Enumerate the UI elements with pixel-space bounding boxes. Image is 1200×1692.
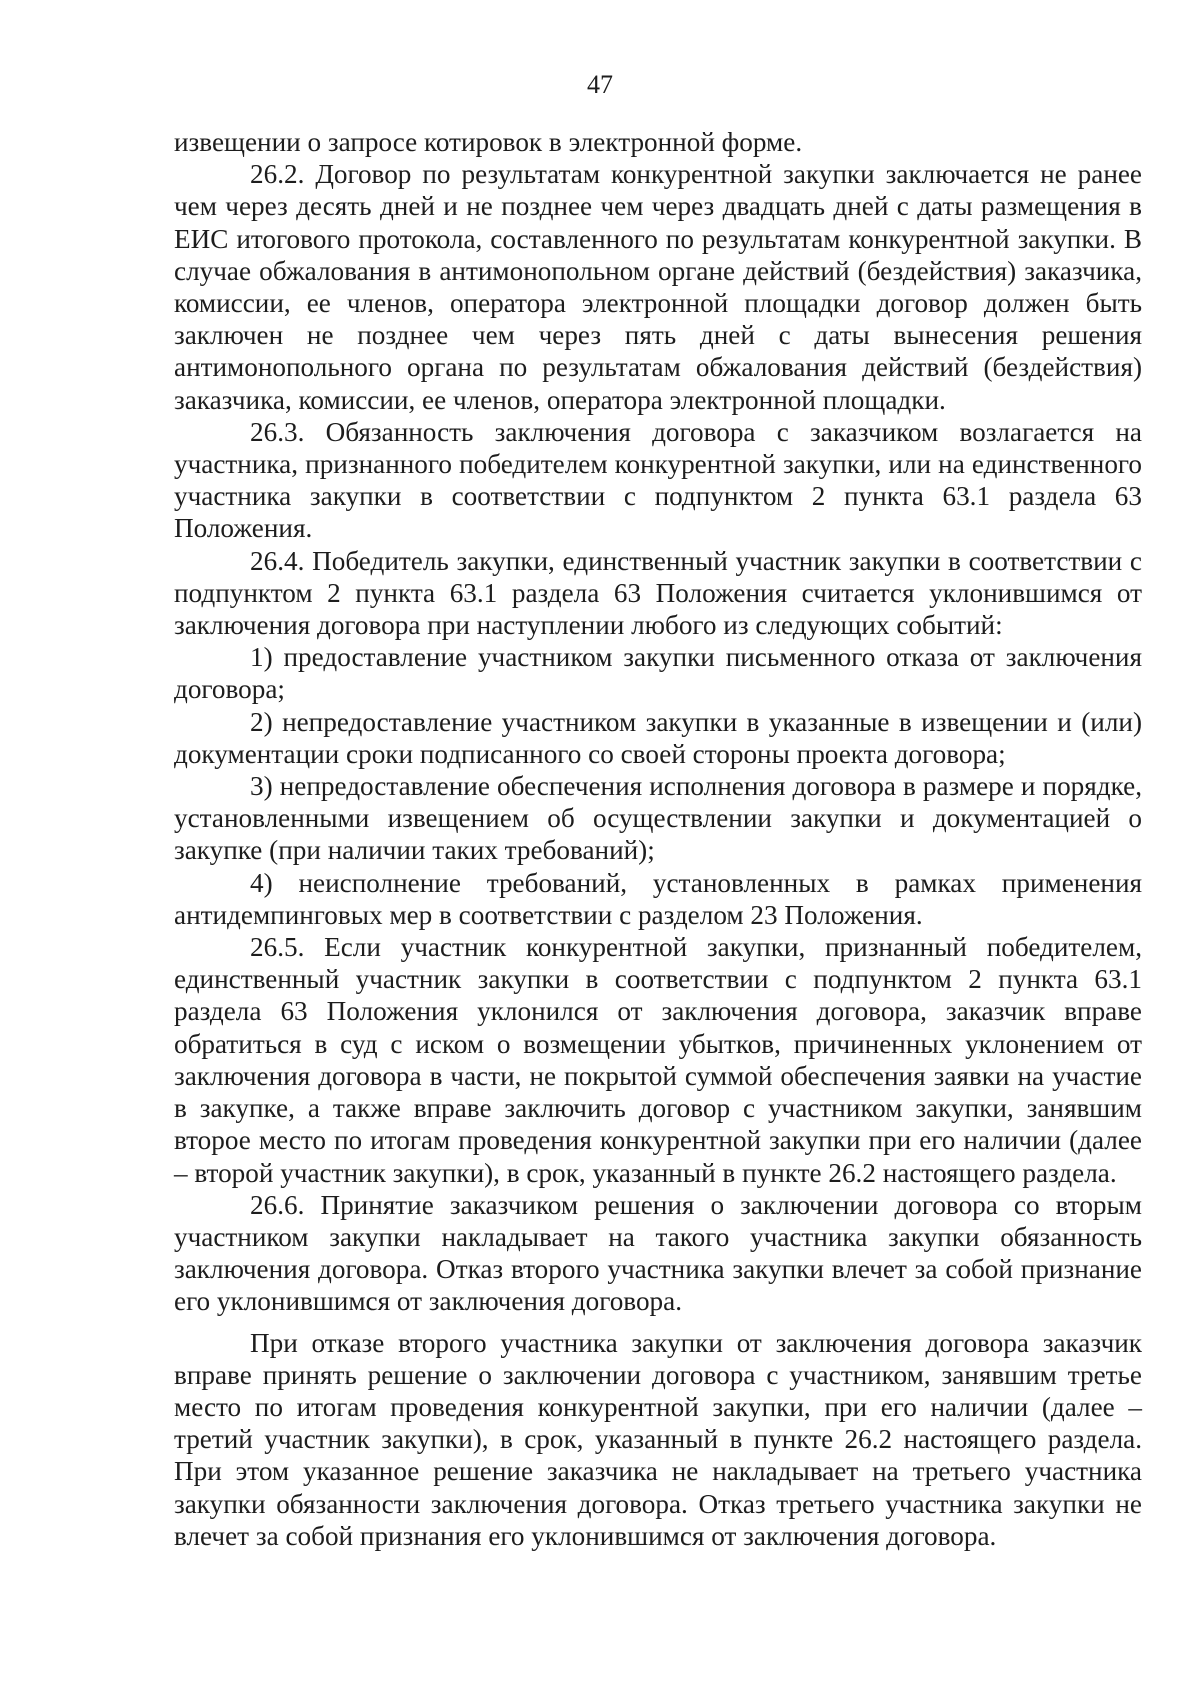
page-number: 47 — [587, 70, 613, 99]
paragraph-third-participant: При отказе второго участника закупки от заключения договора заказчик вправе принять решение о заключении договора с участником, занявшим третье место по итогам проведения конкурентной закупки, при его наличии (далее – третий участник закупки), в срок, указанный в пункте 26.2 настоящего раздела. При этом указанное решение заказчика не накладывает на третьего участника закупки обязанности заключения договора. Отказ третьего участника закупки не влечет за собой признания его уклонившимся от заключения договора. — [174, 1327, 1142, 1551]
list-item-2: 2) непредоставление участником закупки в указанные в извещении и (или) документации сроки подписанного со своей стороны проекта договора; — [174, 706, 1142, 769]
list-item-1: 1) предоставление участником закупки письменного отказа от заключения договора; — [174, 642, 1142, 705]
paragraph-26-4: 26.4. Победитель закупки, единственный участник закупки в соответствии с подпунктом 2 пункта 63.1 раздела 63 Положения считается уклонившимся от заключения договора при наступлении любого из следующих событий: — [174, 545, 1142, 641]
paragraph-26-2: 26.2. Договор по результатам конкурентной закупки заключается не ранее чем через десять дней и не позднее чем через двадцать дней с даты размещения в ЕИС итогового протокола, составленного по результатам конкурентной закупки. В случае обжалования в антимонопольном органе действий (бездействия) заказчика, комиссии, ее членов, оператора электронной площадки договор должен быть заключен не позднее чем через пять дней с даты вынесения решения антимонопольного органа по результатам обжалования действий (бездействия) заказчика, комиссии, ее членов, оператора электронной площадки. — [174, 159, 1142, 415]
paragraph-26-5: 26.5. Если участник конкурентной закупки, признанный победителем, единственный участник закупки в соответствии с подпунктом 2 пункта 63.1 раздела 63 Положения уклонился от заключения договора, заказчик вправе обратиться в суд с иском о возмещении убытков, причиненных уклонением от заключения договора в части, не покрытой суммой обеспечения заявки на участие в закупке, а также вправе заключить договор с участником закупки, занявшим второе место по итогам проведения конкурентной закупки при его наличии (далее – второй участник закупки), в срок, указанный в пункте 26.2 настоящего раздела. — [174, 932, 1142, 1188]
paragraph-26-6: 26.6. Принятие заказчиком решения о заключении договора со вторым участником закупки накладывает на такого участника закупки обязанность заключения договора. Отказ второго участника закупки влечет за собой признание его уклонившимся от заключения договора. — [174, 1189, 1142, 1317]
paragraph-continuation: извещении о запросе котировок в электронной форме. — [174, 127, 803, 157]
list-item-3: 3) непредоставление обеспечения исполнения договора в размере и порядке, установленными извещением об осуществлении закупки и документацией о закупке (при наличии таких требований); — [174, 771, 1142, 866]
list-item-4: 4) неисполнение требований, установленных в рамках применения антидемпинговых мер в соответствии с разделом 23 Положения. — [174, 867, 1142, 930]
paragraph-26-3: 26.3. Обязанность заключения договора с заказчиком возлагается на участника, признанного победителем конкурентной закупки, или на единственного участника закупки в соответствии с подпунктом 2 пункта 63.1 раздела 63 Положения. — [174, 416, 1142, 544]
document-body — [174, 126, 1142, 1552]
